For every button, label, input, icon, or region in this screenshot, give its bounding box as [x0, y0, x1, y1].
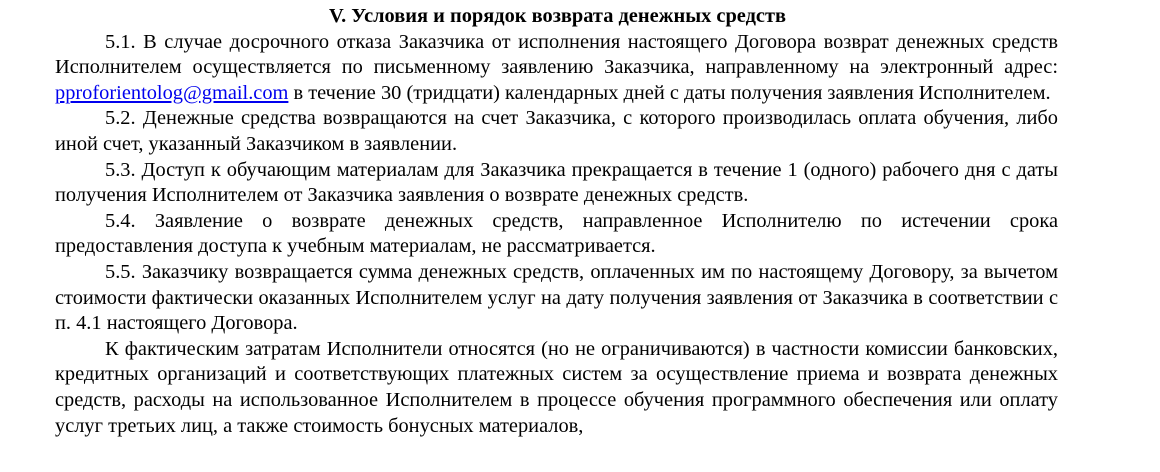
- paragraph-5-4: 5.4. Заявление о возврате денежных средств, направленное Исполнителю по истечении срока предоставления доступа к учебным материалам, не рассматривается.: [55, 209, 1058, 258]
- paragraph-5-1-text-end: в течение 30 (тридцати) календарных дней с даты получения заявления Исполнителем.: [288, 81, 1051, 104]
- document-page: [55, 4, 1058, 439]
- paragraph-5-1-text-start: 5.1. В случае досрочного отказа Заказчика от исполнения настоящего Договора возврат денежных средств Исполнителем осуществляется по письменному заявлению Заказчика, направленному на электронный адрес:: [55, 30, 1058, 79]
- email-link[interactable]: pproforientolog@gmail.com: [55, 81, 289, 104]
- section-title: V. Условия и порядок возврата денежных средств: [329, 5, 786, 27]
- paragraph-5-3: 5.3. Доступ к обучающим материалам для Заказчика прекращается в течение 1 (одного) рабочего дня с даты получения Исполнителем от Заказчика заявления о возврате денежных средств.: [55, 158, 1058, 207]
- paragraph-5-5: 5.5. Заказчику возвращается сумма денежных средств, оплаченных им по настоящему Договору, за вычетом стоимости фактически оказанных Исполнителем услуг на дату получения заявления от Заказчика в соответствии с п. 4.1 настоящего Договора.: [55, 260, 1058, 335]
- paragraph-5-2: 5.2. Денежные средства возвращаются на счет Заказчика, с которого производилась оплата обучения, либо иной счет, указанный Заказчиком в заявлении.: [55, 107, 1058, 155]
- paragraph-actual-costs: К фактическим затратам Исполнители относятся (но не ограничиваются) в частности комиссии банковских, кредитных организаций и соответствующих платежных систем за осуществление приема и возврата денежных средств, расходы на использованное Исполнителем в процессе обучения программного обеспечения или оплату услуг третьих лиц, а также стоимость бонусных материалов,: [55, 337, 1058, 437]
- paragraph-5-1: [55, 30, 1058, 107]
